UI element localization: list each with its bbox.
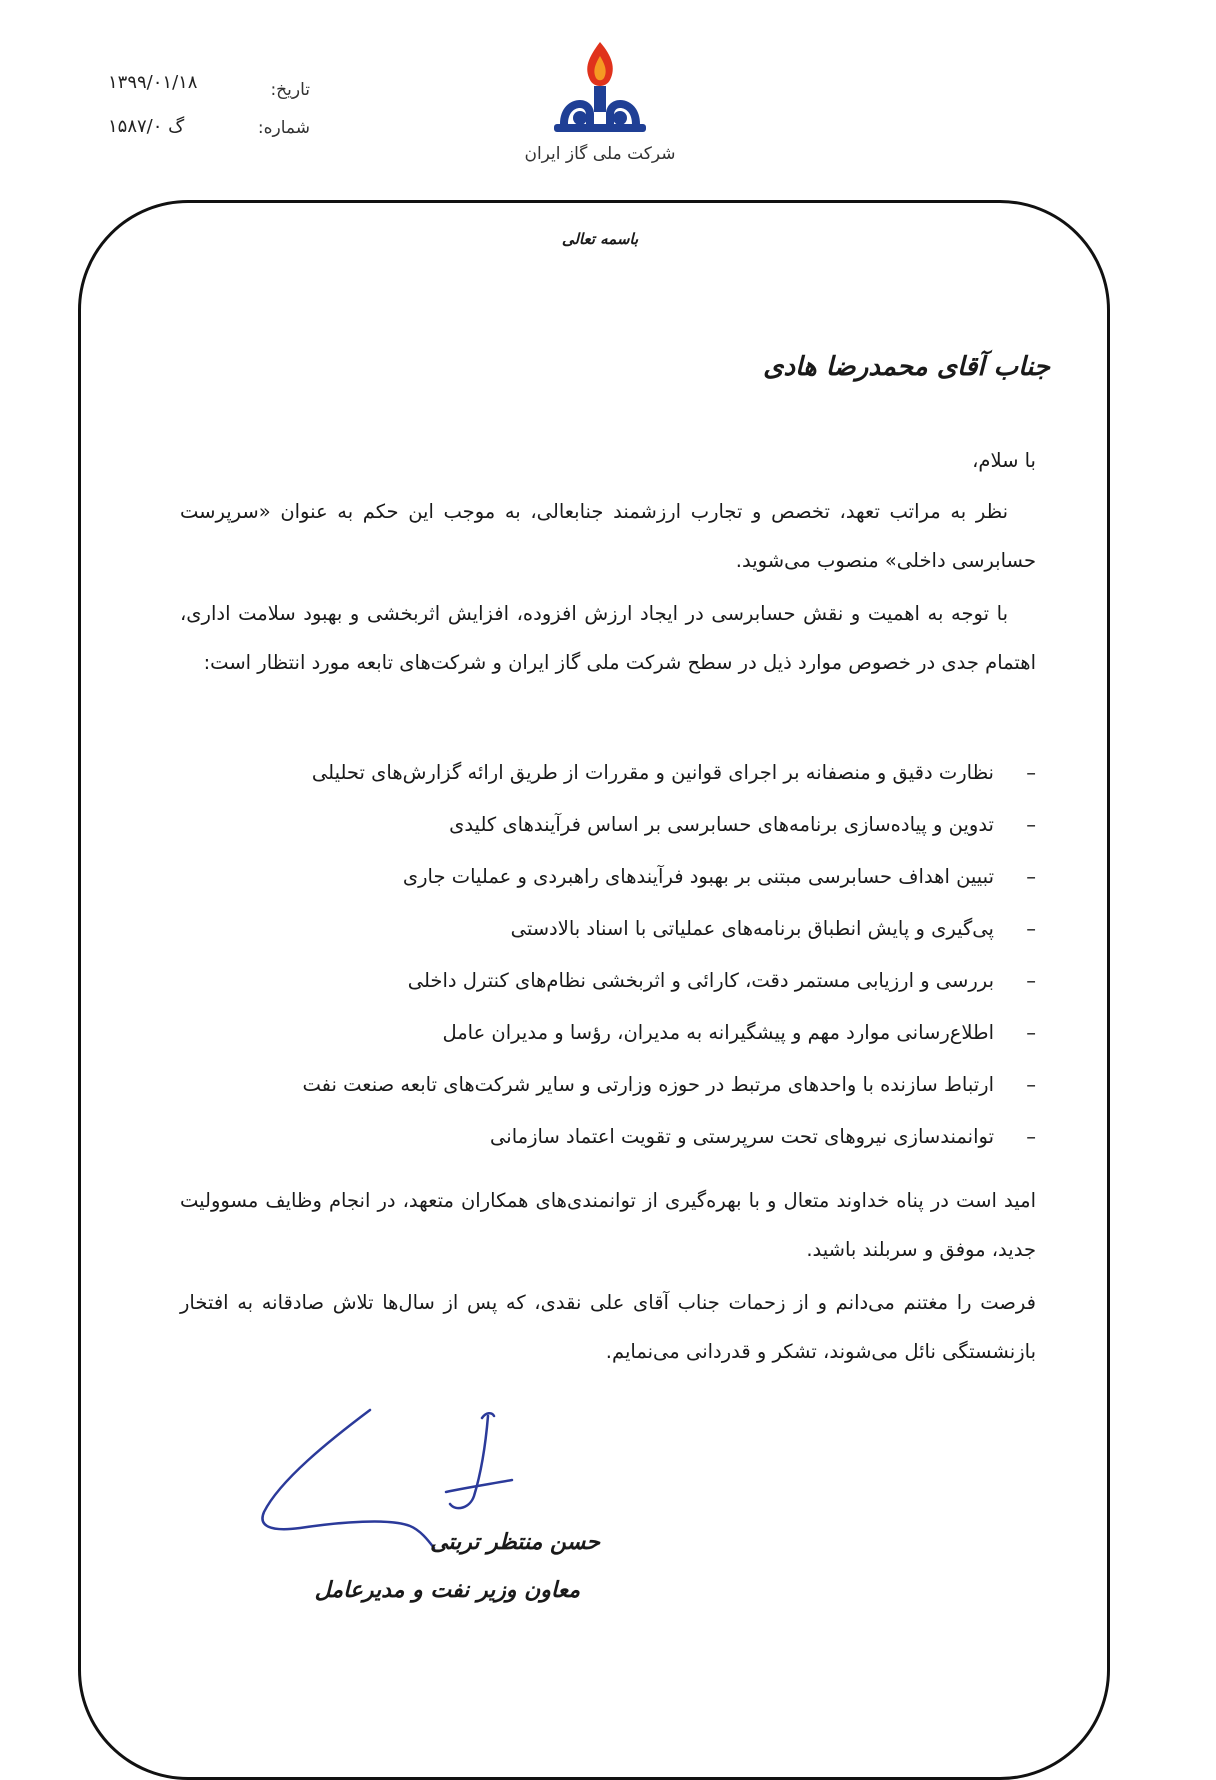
list-item: [176, 1111, 1036, 1163]
paragraph-wishes: [180, 1176, 1036, 1274]
list-item-text: تدوین و پیاده‌سازی برنامه‌های حسابرسی بر اساس فرآیندهای کلیدی: [449, 813, 994, 836]
paragraph-thanks: [180, 1278, 1036, 1376]
list-item-text: توانمندسازی نیروهای تحت سرپرستی و تقویت اعتماد سازمانی: [490, 1125, 994, 1148]
list-item: [176, 903, 1036, 955]
paragraph-expectations: [180, 589, 1036, 687]
bullet-dash: –: [1026, 1125, 1036, 1148]
paragraph-wishes-text: امید است در پناه خداوند متعال و با بهره‌گیری از توانمندی‌های همکاران متعهد، در انجام وظایف مسوولیت جدید، موفق و سربلند باشید.: [180, 1189, 1036, 1261]
national-iranian-gas-company-flame-logo-icon: [540, 38, 660, 138]
list-item: [176, 747, 1036, 799]
list-item-text: اطلاع‌رسانی موارد مهم و پیشگیرانه به مدیران، رؤسا و مدیران عامل: [442, 1021, 994, 1044]
list-item-text: ارتباط سازنده با واحدهای مرتبط در حوزه وزارتی و سایر شرکت‌های تابعه صنعت نفت: [302, 1073, 994, 1096]
date-value: ۱۳۹۹/۰۱/۱۸: [108, 72, 198, 93]
paragraph-appointment-text: نظر به مراتب تعهد، تخصص و تجارب ارزشمند جنابعالی، به موجب این حکم به عنوان «سرپرست حسابرسی داخلی» منصوب می‌شوید.: [180, 500, 1036, 572]
paragraph-thanks-text: فرصت را مغتنم می‌دانم و از زحمات جناب آقای علی نقدی، که پس از سال‌ها تلاش صادقانه به افتخار بازنشستگی نائل می‌شوند، تشکر و قدردانی می‌نمایم.: [180, 1291, 1036, 1363]
signer-title: معاون وزیر نفت و مدیرعامل: [314, 1578, 580, 1603]
handwritten-signature: [250, 1400, 530, 1550]
salutation: [180, 436, 1036, 485]
duties-list: [176, 747, 1036, 1163]
list-item: [176, 1007, 1036, 1059]
list-item: [176, 955, 1036, 1007]
bullet-dash: –: [1026, 1073, 1036, 1096]
company-name: شرکت ملی گاز ایران: [524, 144, 676, 164]
bullet-dash: –: [1026, 917, 1036, 940]
company-logo: [510, 38, 690, 188]
bullet-dash: –: [1026, 865, 1036, 888]
bullet-dash: –: [1026, 761, 1036, 784]
bullet-dash: –: [1026, 813, 1036, 836]
salutation-text: با سلام،: [972, 449, 1036, 472]
list-item-text: تبیین اهداف حسابرسی مبتنی بر بهبود فرآیندهای راهبردی و عملیات جاری: [402, 865, 994, 888]
list-item: [176, 799, 1036, 851]
bullet-dash: –: [1026, 1021, 1036, 1044]
list-item-text: پی‌گیری و پایش انطباق برنامه‌های عملیاتی با اسناد بالادستی: [510, 917, 994, 940]
recipient: جناب آقای محمدرضا هادی: [763, 352, 1050, 382]
paragraph-expectations-text: با توجه به اهمیت و نقش حسابرسی در ایجاد ارزش افزوده، افزایش اثربخشی و بهبود سلامت اداری، اهتمام جدی در خصوص موارد ذیل در سطح شرکت ملی گاز ایران و شرکت‌های تابعه مورد انتظار است:: [180, 602, 1036, 674]
signer-name: حسن منتظر تربتی: [430, 1530, 600, 1555]
paragraph-appointment: [180, 487, 1036, 585]
number-value: گ ۱۵۸۷/۰: [108, 116, 185, 137]
list-item-text: بررسی و ارزیابی مستمر دقت، کارائی و اثربخشی نظام‌های کنترل داخلی: [407, 969, 994, 992]
list-item: [176, 851, 1036, 903]
number-label: شماره:: [257, 118, 310, 138]
list-item: [176, 1059, 1036, 1111]
bullet-dash: –: [1026, 969, 1036, 992]
date-label: تاریخ:: [270, 80, 310, 100]
list-item-text: نظارت دقیق و منصفانه بر اجرای قوانین و مقررات از طریق ارائه گزارش‌های تحلیلی: [311, 761, 994, 784]
basmala: باسمه تعالی: [561, 230, 639, 248]
